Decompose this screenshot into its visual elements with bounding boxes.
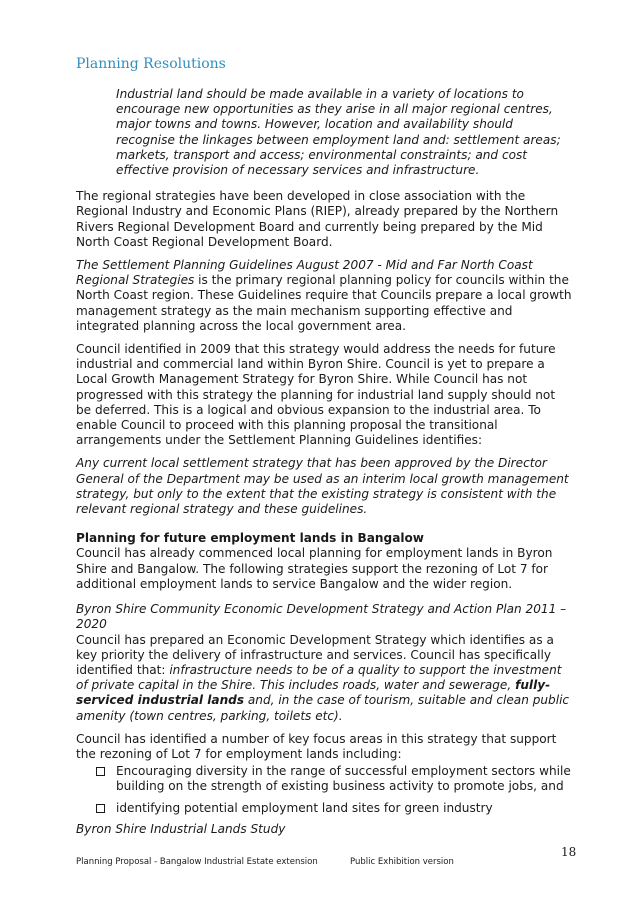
paragraph-local-planning: Council has already commenced local planning for employment lands in Byron Shire and Bangalow. The following strategies support the rezoning of Lot 7 for additional employment lands to service Bangalow and the wider region. [76, 546, 553, 591]
strategy-title: Byron Shire Community Economic Development Strategy and Action Plan 2011 – 2020 [76, 602, 567, 632]
footer-document-title: Planning Proposal - Bangalow Industrial Estate extension [76, 857, 318, 867]
checkbox-bullet-icon [96, 804, 105, 813]
paragraph-key-focus-areas: Council has identified a number of key focus areas in this strategy that support the rezoning of Lot 7 for employment lands including: [76, 731, 557, 761]
emphasis-fully-serviced: fully-serviced industrial lands [76, 678, 551, 708]
quote-planning-resolution: Industrial land should be made available in a variety of locations to encourage new opportunities as they arise in all major regional centres, major towns and towns. However, location and availability should recognise the linkages between employment land and: settlement areas; markets, transport and access; environmental constraints; and cost effective provision of necessary services and infrastructure. [116, 87, 561, 178]
list-item: Encouraging diversity in the range of successful employment sectors while building on the strength of existing business activity to promote jobs, and [76, 764, 572, 794]
list-item: identifying potential employment land sites for green industry [76, 801, 572, 816]
paragraph-council-2009: Council identified in 2009 that this strategy would address the needs for future industrial and commercial land within Byron Shire. Council is yet to prepare a Local Growth Management Strategy for Byron Shire. While Council has not progressed with this strategy the planning for industrial land supply should not be deferred. This is a logical and obvious expansion to the industrial area. To enable Council to proceed with this planning proposal the transitional arrangements under the Settlement Planning Guidelines identifies: [76, 342, 556, 448]
page-heading: Planning Resolutions [76, 56, 226, 72]
guidelines-title: The Settlement Planning Guidelines August 2007 - Mid and Far North Coast Regional Strategies [76, 258, 533, 288]
paragraph-economic-strategy: Council has prepared an Economic Development Strategy which identifies as a key priority the delivery of infrastructure and services. Council has specifically identified that: infrastructure needs to be of a quality to support the investment of private capital in the Shire. This includes roads, water and sewerage, fully-serviced industrial lands and, in the case of tourism, suitable and clean public amenity (town centres, parking, toilets etc). [76, 632, 570, 723]
paragraph-settlement-guidelines [76, 258, 572, 334]
focus-area-list [76, 764, 572, 816]
quote-transitional-arrangements: Any current local settlement strategy that has been approved by the Director General of the Department may be used as an interim local growth management strategy, but only to the extent that the existing strategy is consistent with the relevant regional strategy and these guidelines. [76, 456, 569, 517]
document-body [76, 87, 572, 837]
study-title: Byron Shire Industrial Lands Study [76, 821, 286, 836]
guidelines-text: is the primary regional planning policy for councils within the North Coast region. These Guidelines require that Councils prepare a local growth management strategy as the main mechanism supporting effective and integrated planning across the local government area. [76, 273, 572, 333]
section-subheading: Planning for future employment lands in Bangalow [76, 531, 424, 546]
paragraph-regional-strategies: The regional strategies have been developed in close association with the Regional Industry and Economic Plans (RIEP), already prepared by the Northern Rivers Regional Development Board and currently being prepared by the Mid North Coast Regional Development Board. [76, 189, 559, 249]
footer-version: Public Exhibition version [350, 857, 454, 867]
page-number: 18 [561, 845, 577, 859]
checkbox-bullet-icon [96, 767, 105, 776]
